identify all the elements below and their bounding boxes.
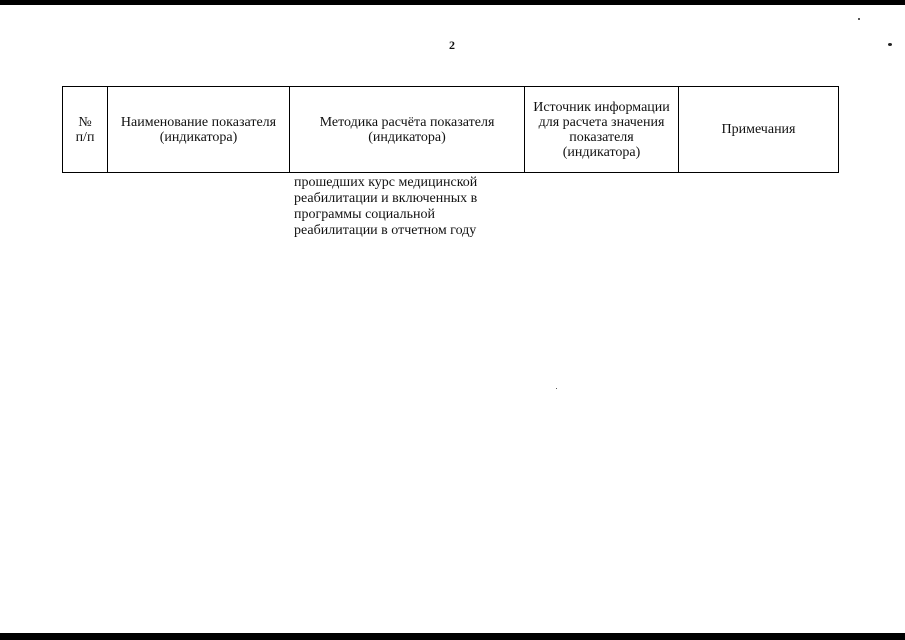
continuation-text: прошедших курс медицинской реабилитации и включенных в программы социальной реабилитации в отчетном году xyxy=(294,175,478,238)
header-notes-label: Примечания xyxy=(721,122,796,137)
header-number xyxy=(63,87,108,173)
scan-speck xyxy=(888,43,892,46)
header-information-source-label: Источник информации для расчета значения показателя (индикатора) xyxy=(533,99,670,160)
header-indicator-name xyxy=(108,87,290,173)
scan-speck xyxy=(858,18,860,20)
header-notes xyxy=(679,87,839,173)
scan-border-top xyxy=(0,0,905,5)
header-calculation-method xyxy=(290,87,525,173)
scan-speck xyxy=(556,388,557,389)
indicator-table xyxy=(62,86,839,173)
table-header-row xyxy=(63,87,839,173)
header-indicator-name-label: Наименование показателя (индикатора) xyxy=(120,114,277,145)
header-number-label: № п/п xyxy=(75,114,95,145)
header-information-source xyxy=(525,87,679,173)
header-calculation-method-label: Методика расчёта показателя (индикатора) xyxy=(319,114,495,145)
scan-border-bottom xyxy=(0,633,905,640)
page-number: 2 xyxy=(449,38,455,52)
